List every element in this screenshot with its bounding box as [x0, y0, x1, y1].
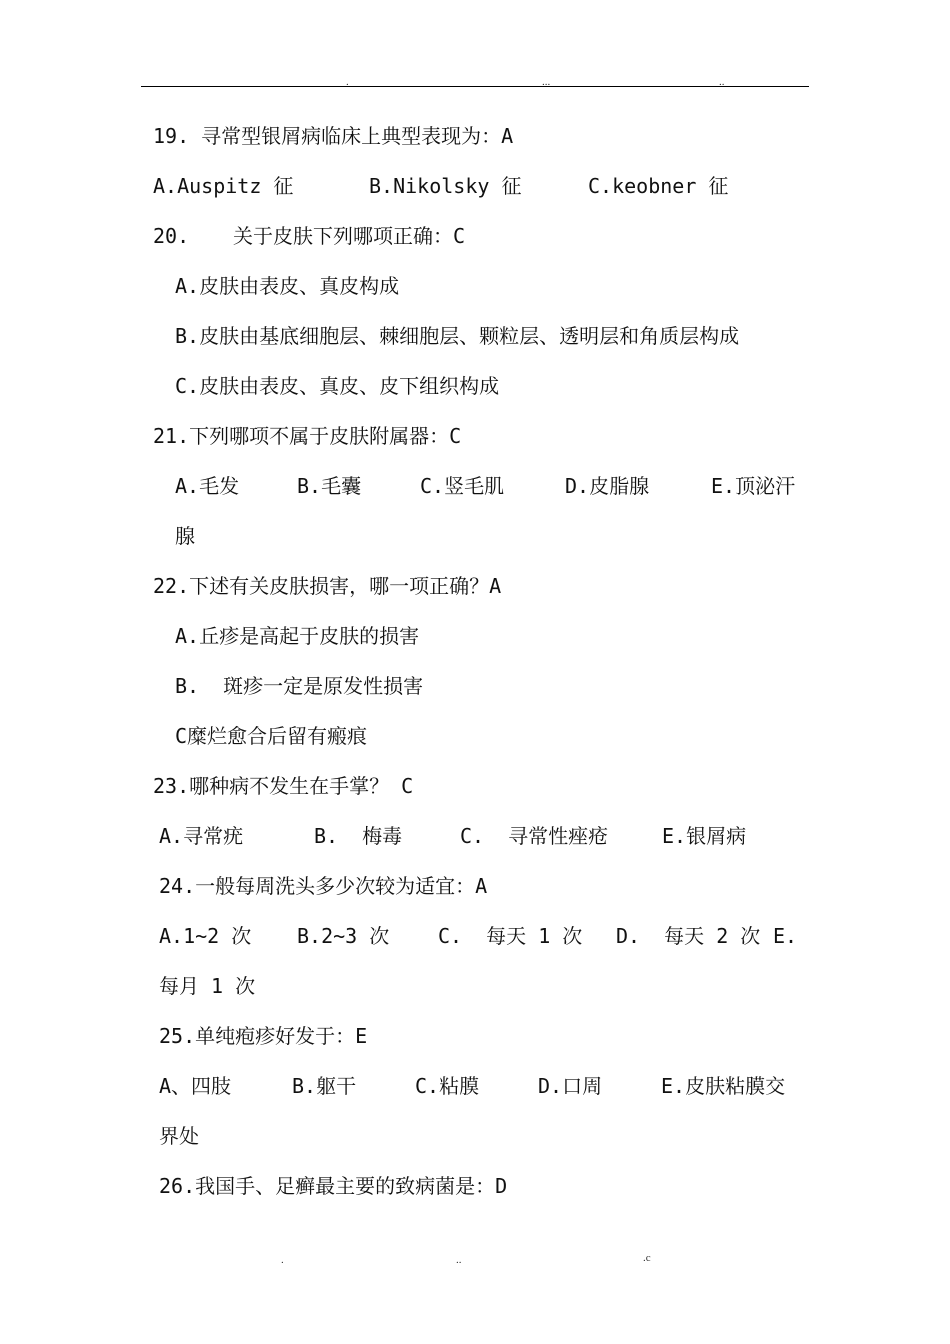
question-25-text: 25.单纯疱疹好发于：E — [159, 1024, 368, 1048]
q25-option-b: B.躯干 — [292, 1074, 357, 1098]
q23-option-b: B. 梅毒 — [314, 824, 403, 848]
q24-option-e-continued: 每月 1 次 — [159, 974, 256, 998]
q20-option-a: A.皮肤由表皮、真皮构成 — [175, 274, 400, 298]
q23-option-a: A.寻常疣 — [159, 824, 244, 848]
q23-option-c: C. 寻常性痤疮 — [460, 824, 609, 848]
q25-option-e: E.皮肤粘膜交 — [661, 1074, 786, 1098]
footer-mark-center: .. — [456, 1254, 462, 1266]
q19-option-a: A.Auspitz 征 — [153, 174, 294, 198]
q24-option-a: A.1~2 次 — [159, 924, 252, 948]
q21-option-e-continued: 腺 — [175, 524, 195, 548]
q21-option-c: C.竖毛肌 — [420, 474, 505, 498]
question-22-text: 22.下述有关皮肤损害，哪一项正确？A — [153, 574, 502, 598]
q24-option-e: E. — [773, 924, 798, 948]
q19-option-c: C.keobner 征 — [588, 174, 729, 198]
q25-option-d: D.口周 — [538, 1074, 603, 1098]
q21-option-b: B.毛囊 — [297, 474, 362, 498]
q22-option-c: C糜烂愈合后留有瘢痕 — [175, 724, 368, 748]
question-26-text: 26.我国手、足癣最主要的致病菌是：D — [159, 1174, 508, 1198]
q21-option-d: D.皮脂腺 — [565, 474, 650, 498]
q20-option-b: B.皮肤由基底细胞层、棘细胞层、颗粒层、透明层和角质层构成 — [175, 324, 740, 348]
footer-mark-left: . — [281, 1254, 284, 1266]
question-20-text: 关于皮肤下列哪项正确：C — [233, 224, 466, 248]
q25-option-c: C.粘膜 — [415, 1074, 480, 1098]
q19-option-b: B.Nikolsky 征 — [369, 174, 522, 198]
header-mark-left: . — [346, 76, 349, 88]
header-rule — [141, 86, 809, 87]
q25-option-e-continued: 界处 — [159, 1124, 199, 1148]
question-20-number: 20. — [153, 224, 190, 248]
header-mark-center: ... — [542, 76, 551, 88]
footer-mark-right: .c — [643, 1252, 651, 1264]
question-24-text: 24.一般每周洗头多少次较为适宜：A — [159, 874, 488, 898]
q20-option-c: C.皮肤由表皮、真皮、皮下组织构成 — [175, 374, 500, 398]
q21-option-a: A.毛发 — [175, 474, 240, 498]
q22-option-b: B. 斑疹一定是原发性损害 — [175, 674, 424, 698]
question-23-text: 23.哪种病不发生在手掌？ C — [153, 774, 414, 798]
question-21-text: 21.下列哪项不属于皮肤附属器：C — [153, 424, 462, 448]
q23-option-e: E.银屑病 — [662, 824, 747, 848]
q22-option-a: A.丘疹是高起于皮肤的损害 — [175, 624, 420, 648]
q24-option-c: C. 每天 1 次 — [438, 924, 583, 948]
header-mark-right: .. — [719, 76, 725, 88]
q25-option-a: A、四肢 — [159, 1074, 232, 1098]
q21-option-e: E.顶泌汗 — [711, 474, 796, 498]
q24-option-b: B.2~3 次 — [297, 924, 390, 948]
question-19-text: 19. 寻常型银屑病临床上典型表现为：A — [153, 124, 514, 148]
q24-option-d: D. 每天 2 次 — [616, 924, 761, 948]
